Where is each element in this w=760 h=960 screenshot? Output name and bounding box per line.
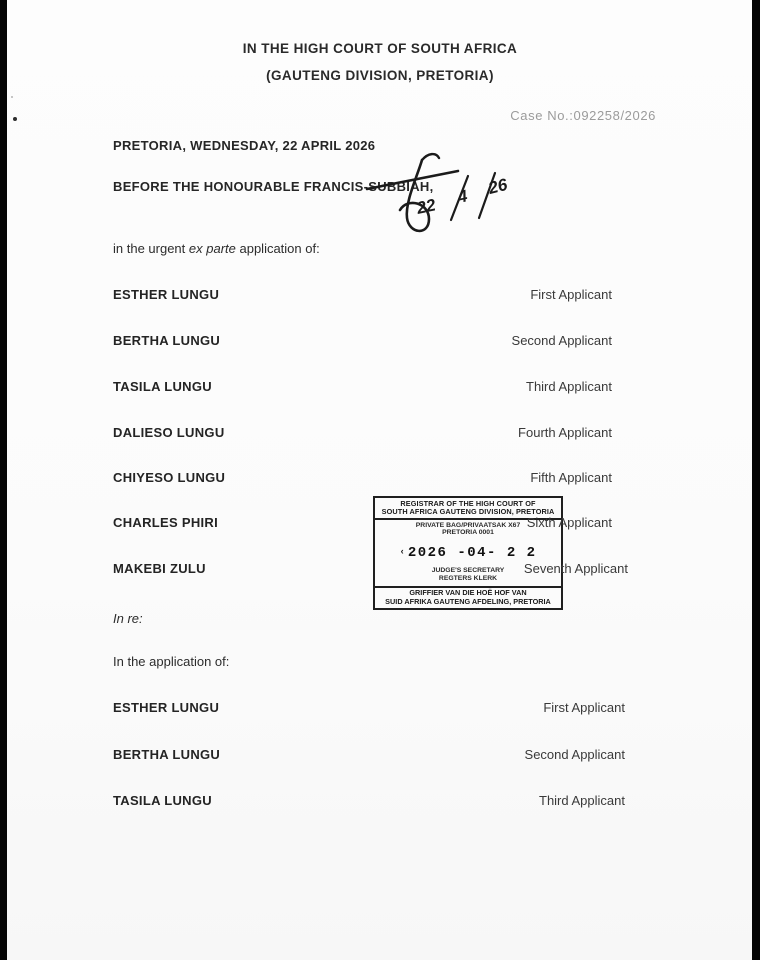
stamp-secretary-line1: JUDGE'S SECRETARY [431, 566, 505, 574]
intro-text-latin: ex parte [188, 241, 236, 256]
applicant-row [113, 470, 612, 485]
applicant-name: CHARLES PHIRI [113, 515, 219, 530]
applicant-name: TASILA LUNGU [113, 793, 212, 808]
applicant-row [113, 700, 625, 715]
registrar-stamp [373, 496, 563, 610]
stamp-header-line1: REGISTRAR OF THE HIGH COURT OF [400, 499, 536, 508]
applicant-role: Fourth Applicant [518, 425, 612, 440]
handwritten-month: 4 [455, 186, 470, 207]
judge-signature [358, 150, 543, 250]
court-title: IN THE HIGH COURT OF SOUTH AFRICA [242, 41, 518, 56]
second-intro-label: In the application of: [113, 654, 230, 669]
applicant-role: Second Applicant [511, 333, 612, 348]
stamp-date-mark: ‹ [399, 546, 405, 557]
signature-loop [400, 160, 429, 231]
applicant-row [113, 287, 612, 302]
stamp-date [375, 545, 561, 561]
applicant-name: CHIYESO LUNGU [113, 470, 226, 485]
ink-speck [13, 117, 17, 121]
applicant-name: BERTHA LUNGU [113, 747, 221, 762]
case-number: Case No.:092258/2026 [510, 108, 656, 123]
judge-line: BEFORE THE HONOURABLE FRANCIS-SUBBIAH, [113, 179, 434, 194]
applicant-row [113, 425, 612, 440]
applicant-row [113, 747, 625, 762]
stamp-address-line2: PRETORIA 0001 [442, 529, 494, 537]
hearing-date-line: PRETORIA, WEDNESDAY, 22 APRIL 2026 [113, 138, 376, 153]
applicant-role: First Applicant [543, 700, 625, 715]
applicant-role: Second Applicant [524, 747, 625, 762]
applicant-role: Fifth Applicant [530, 470, 612, 485]
handwritten-year: 26 [486, 174, 510, 198]
applicant-row [113, 793, 625, 808]
stamp-address-line1: PRIVATE BAG/PRIVAATSAK X67 [415, 521, 521, 529]
ink-speck [11, 96, 13, 98]
handwritten-day: 22 [414, 195, 438, 218]
applicant-role: Sixth Applicant [526, 515, 612, 530]
intro-text-pre: in the urgent [113, 241, 189, 256]
applicant-role: First Applicant [530, 287, 612, 302]
applicant-name: DALIESO LUNGU [113, 425, 225, 440]
scan-edge-right [752, 0, 760, 960]
stamp-secretary-line2: REGTERS KLERK [438, 574, 498, 582]
applicant-role: Seventh Applicant [523, 561, 628, 576]
application-intro [113, 241, 320, 256]
applicant-row [113, 515, 612, 530]
court-subtitle: (GAUTENG DIVISION, PRETORIA) [266, 68, 494, 83]
stamp-date-value: 2026 -04- 2 2 [407, 544, 537, 561]
applicant-name: TASILA LUNGU [113, 379, 212, 394]
stamp-footer-line1: GRIFFIER VAN DIE HOË HOF VAN [409, 588, 527, 598]
applicant-row [113, 333, 612, 348]
in-re-label: In re: [113, 611, 143, 626]
applicant-name: ESTHER LUNGU [113, 287, 220, 302]
applicant-role: Third Applicant [526, 379, 612, 394]
stamp-header-line2: SOUTH AFRICA GAUTENG DIVISION, PRETORIA [381, 507, 555, 517]
applicant-row [113, 561, 628, 576]
applicant-row [113, 379, 612, 394]
stamp-footer-line2: SUID AFRIKA GAUTENG AFDELING, PRETORIA [385, 596, 551, 606]
scan-edge-left [0, 0, 7, 960]
applicant-name: ESTHER LUNGU [113, 700, 220, 715]
signature-flourish [422, 154, 439, 160]
applicant-name: BERTHA LUNGU [113, 333, 221, 348]
applicant-role: Third Applicant [539, 793, 625, 808]
stamp-footer [375, 586, 561, 608]
applicant-name: MAKEBI ZULU [113, 561, 206, 576]
intro-text-post: application of: [235, 241, 320, 256]
